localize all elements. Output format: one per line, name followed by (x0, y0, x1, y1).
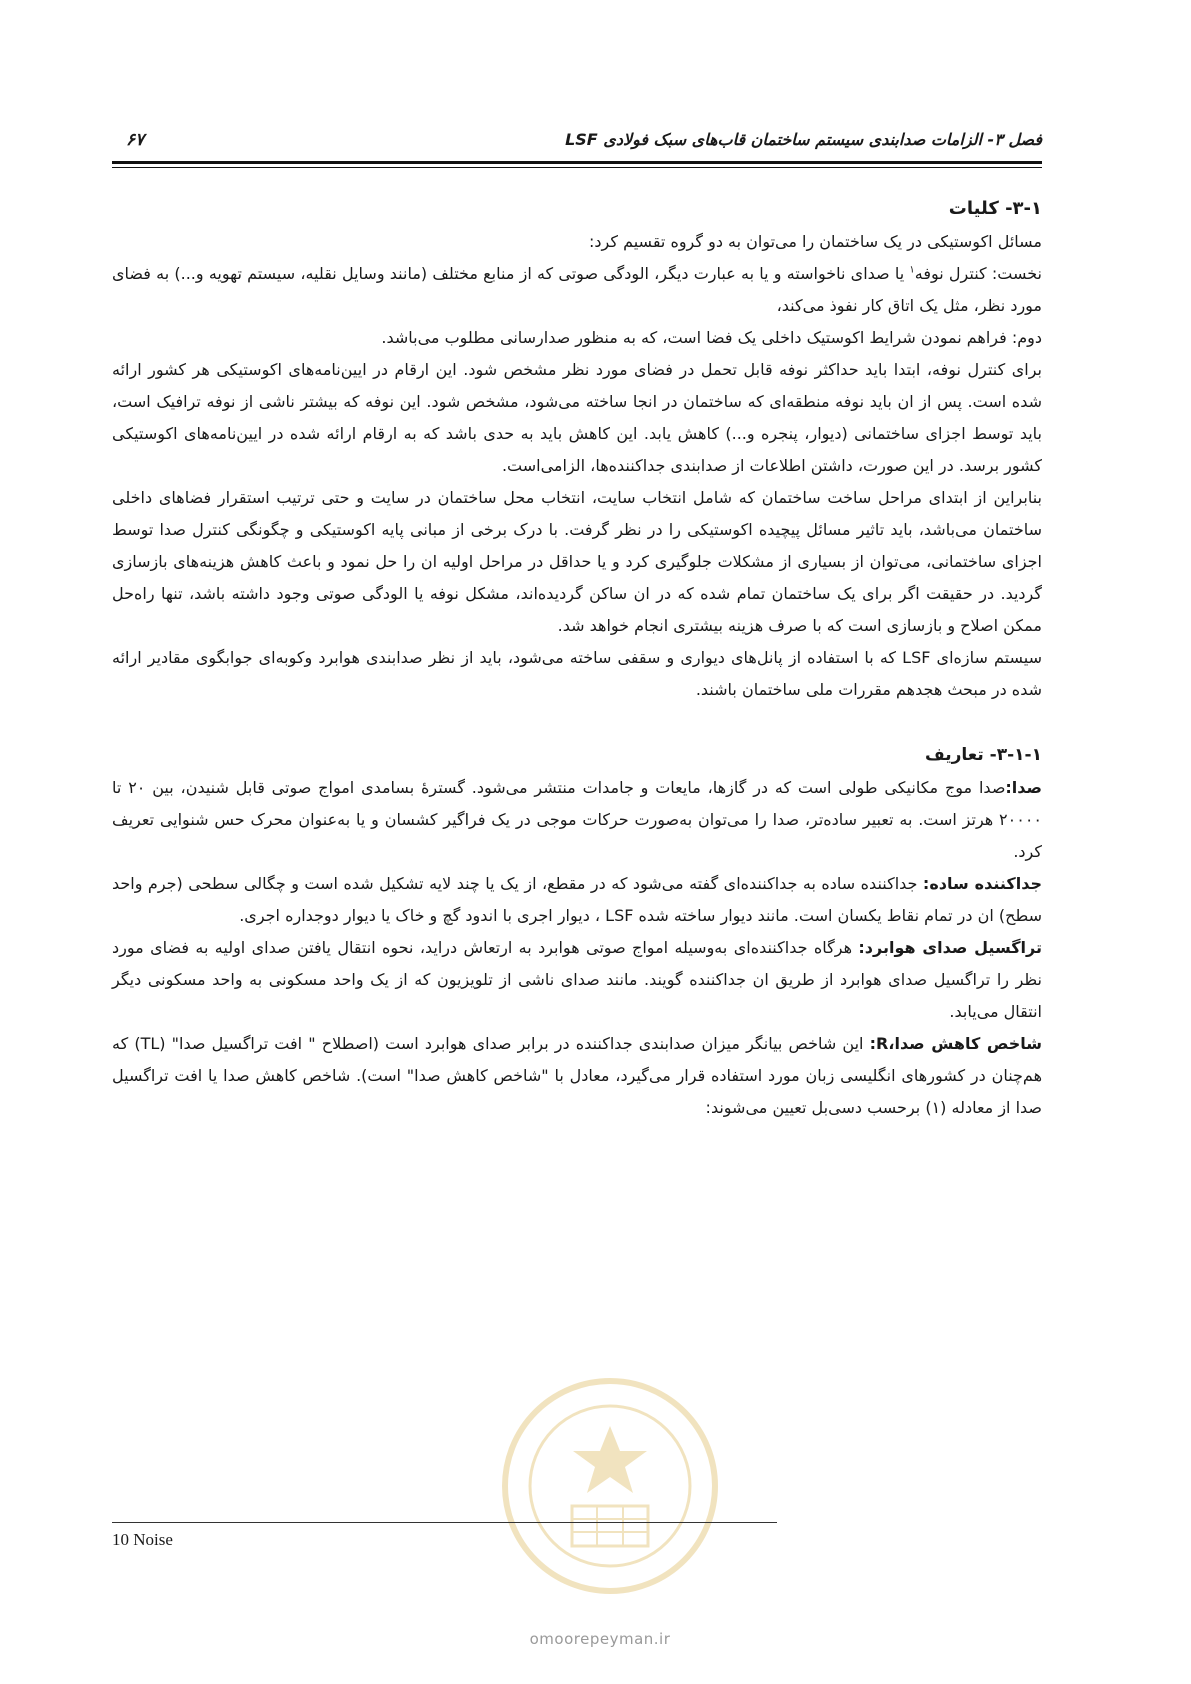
definition-term: جداکننده ساده: (922, 874, 1042, 893)
definition (112, 1028, 1042, 1124)
section-heading: ۳-۱- کلیات (948, 198, 1042, 219)
subsection-heading: ۳-۱-۱- تعاریف (924, 745, 1042, 765)
definition (112, 932, 1042, 1028)
running-header (112, 126, 1042, 166)
watermark-site: omoorepeyman.ir (529, 1630, 671, 1648)
paragraph: مسائل اکوستیکی در یک ساختمان را می‌توان به دو گروه تقسیم کرد: (589, 232, 1042, 251)
definition-text: جداکننده ساده به جداکننده‌ای گفته می‌شود که در مقطع، از یک یا چند لایه تشکیل شده است و چگالی سطحی (جرم واحد سطح) ان در تمام نقاط یکسان است. مانند دیوار ساخته شده LSF ، دیوار اجری با اندود گچ و خاک یا دیوار دوجداره اجری. (112, 874, 1042, 925)
paragraph-text: یا صدای ناخواسته و یا به عبارت دیگر، الودگی صوتی که از منابع مختلف (مانند وسایل نقلیه، سیستم تهویه و...) به فضای مورد نظر، مثل یک اتاق کار نفوذ می‌کند، (112, 264, 1042, 315)
definition-text: صدا موج مکانیکی طولی است که در گازها، مایعات و جامدات منتشر می‌شود. گسترهٔ بسامدی امواج صوتی قابل شنیدن، بین ۲۰ تا ۲۰۰۰۰ هرتز است. به تعبیر ساده‌تر، صدا را می‌توان به‌صورت حرکات موجی در یک فراگیر کشسان و یا به‌عنوان محرک حس شنوایی تعریف کرد. (112, 778, 1042, 861)
definition-text: این شاخص بیانگر میزان صدابندی جداکننده در برابر صدای هوابرد است (اصطلاح " افت تراگسیل صدا" (TL) که هم‌چنان در کشورهای انگلیسی زبان مورد استفاده قرار می‌گیرد، معادل با "شاخص کاهش صدا" است). شاخص کاهش صدا یا افت تراگسیل صدا از معادله (۱) برحسب دسی‌بل تعیین می‌شوند: (112, 1034, 1042, 1117)
footnote-rule (112, 1522, 777, 1523)
watermark-seal-icon (490, 1356, 730, 1636)
paragraph: برای کنترل نوفه، ابتدا باید حداکثر نوفه قابل تحمل در فضای مورد نظر مشخص شود. این ارقام در ایین‌نامه‌های اکوستیکی هر کشور ارائه شده است. پس از ان باید نوفه منطقه‌ای که ساختمان در انجا ساخته می‌شود، مشخص شود. این نوفه که بیشتر ناشی از نوفه ترافیک است، باید توسط اجزای ساختمانی (دیوار، پنجره و...) کاهش یابد. این کاهش باید به حدی باشد که به ارقام ارائه شده در ایین‌نامه‌های اکوستیکی کشور برسد. در این صورت، داشتن اطلاعات از صدابندی جداکننده‌ها، الزامی‌است. (112, 360, 1042, 475)
definition-term: صدا: (1005, 778, 1042, 797)
paragraph: دوم: فراهم نمودن شرایط اکوستیک داخلی یک فضا است، که به منظور صدارسانی مطلوب می‌باشد. (381, 328, 1042, 347)
paragraph: سیستم سازه‌ای LSF که با استفاده از پانل‌های دیواری و سقفی ساخته می‌شود، باید از نظر صدابندی هوابرد وکوبه‌ای جوابگوی مقادیر ارائه شده در مبحث هجدهم مقررات ملی ساختمان باشند. (112, 648, 1043, 699)
paragraph: بنابراین از ابتدای مراحل ساخت ساختمان که شامل انتخاب سایت، انتخاب محل ساختمان در سایت و حتی ترتیب استقرار فضاهای داخلی ساختمان می‌باشد، باید تاثیر مسائل پیچیده اکوستیکی را در نظر گرفت. با درک برخی از مبانی پایه اکوستیکی و چگونگی کنترل صدا توسط اجزای ساختمانی، می‌توان از بسیاری از مشکلات جلوگیری کرد و یا حداقل در مراحل اولیه ان را حل نمود و باعث کاهش هزینه‌های بازسازی گردید. در حقیقت اگر برای یک ساختمان تمام شده که در ان ساکن گردیده‌اند، مشکل نوفه یا الودگی صوتی وجود داشته باشد، تنها راه‌حل ممکن اصلاح و بازسازی است که با صرف هزینه بیشتری انجام خواهد شد. (112, 488, 1042, 635)
footnote: 10 Noise (112, 1530, 173, 1549)
page-number: ۶۷ (126, 130, 145, 150)
definition-term: تراگسیل صدای هوابرد: (858, 938, 1042, 957)
definition (112, 772, 1042, 868)
definition-text: هرگاه جداکننده‌ای به‌وسیله امواج صوتی هوابرد به ارتعاش دراید، نحوه انتقال یافتن صدای اولیه به فضای مورد نظر را تراگسیل صدای هوابرد از طریق ان جداکننده گویند. مانند صدای ناشی از تلویزیون که از یک واحد مسکونی به واحد مسکونی دیگر انتقال می‌یابد. (112, 938, 1042, 1021)
header-rule-thick (112, 161, 1042, 164)
footnote-ref: ۱ (909, 264, 915, 276)
section-gap (112, 706, 1042, 738)
chapter-title: فصل ۳- الزامات صدابندی سیستم ساختمان قاب‌های سبک فولادی LSF (565, 130, 1042, 149)
paragraph-first-group (112, 258, 1042, 322)
body-text (112, 192, 1042, 1124)
definition-term: شاخص کاهش صدا،R: (869, 1034, 1043, 1053)
header-rule-thin (112, 167, 1042, 168)
definition (112, 868, 1042, 932)
paragraph-text: نخست: کنترل نوفه (914, 264, 1043, 283)
